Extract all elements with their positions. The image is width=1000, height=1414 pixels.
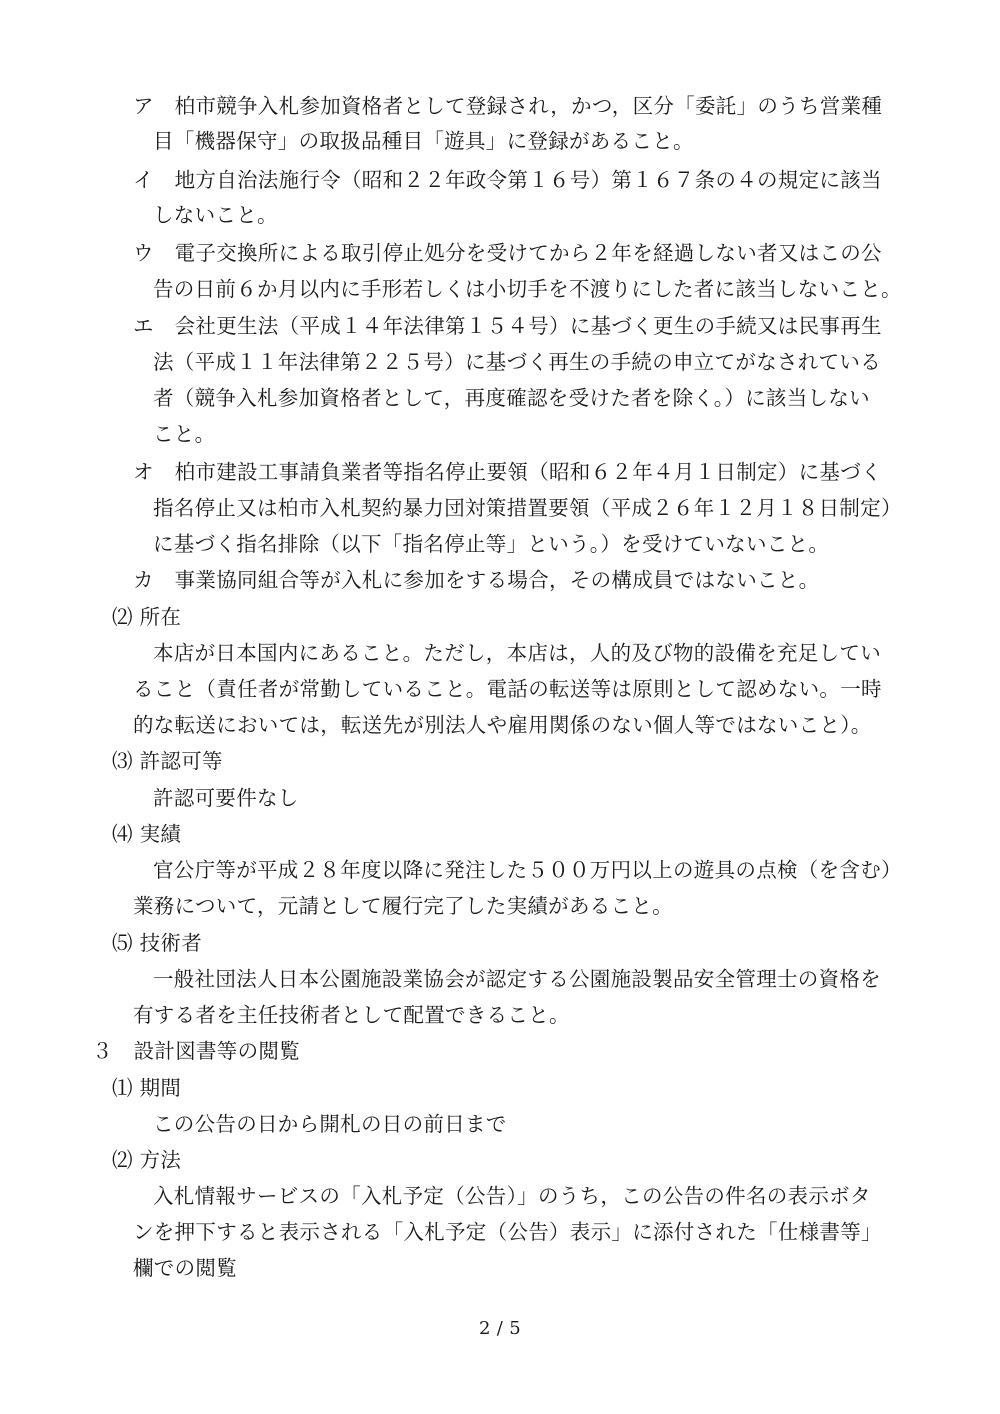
record-line-1: 官公庁等が平成２８年度以降に発注した５００万円以上の遊具の点検（を含む） [153, 858, 902, 882]
item-e-line-4: こと。 [153, 422, 216, 446]
item-a-line-1: ア 柏市競争入札参加資格者として登録され，かつ，区分「委託」のうち営業種 [133, 94, 883, 118]
method-line-2: ンを押下すると表示される「入札予定（公告）表示」に添付された「仕様書等」 [133, 1220, 882, 1244]
item-a-line-2: 目「機器保守」の取扱品種目「遊具」に登録があること。 [153, 129, 694, 153]
engineer-line-2: 有する者を主任技術者として配置できること。 [133, 1003, 570, 1027]
heading-method: ⑵ 方法 [112, 1148, 182, 1172]
engineer-line-1: 一般社団法人日本公園施設業協会が認定する公園施設製品安全管理士の資格を [153, 967, 881, 991]
item-ka-line-1: カ 事業協同組合等が入札に参加をする場合，その構成員ではないこと。 [133, 568, 820, 592]
heading-engineer: ⑸ 技術者 [112, 931, 203, 955]
item-u-line-1: ウ 電子交換所による取引停止処分を受けてから２年を経過しない者又はこの公 [133, 241, 882, 265]
item-o-line-2: 指名停止又は柏市入札契約暴力団対策措置要領（平成２６年１２月１８日制定） [153, 496, 902, 520]
heading-period: ⑴ 期間 [112, 1076, 182, 1100]
heading-permits: ⑶ 許認可等 [112, 749, 223, 773]
location-line-1: 本店が日本国内にあること。ただし，本店は，人的及び物的設備を充足してい [153, 641, 881, 665]
period-line-1: この公告の日から開札の日の前日まで [153, 1112, 507, 1136]
item-o-line-3: に基づく指名排除（以下「指名停止等」という。）を受けていないこと。 [153, 532, 830, 556]
heading-record: ⑷ 実績 [112, 822, 182, 846]
method-line-1: 入札情報サービスの「入札予定（公告）」のうち，この公告の件名の表示ボタ [153, 1184, 871, 1208]
record-line-2: 業務について，元請として履行完了した実績があること。 [133, 894, 673, 918]
page-number: 2 / 5 [479, 1318, 521, 1339]
location-line-2: ること（責任者が常勤していること。電話の転送等は原則として認めない。一時 [133, 677, 882, 701]
item-i-line-2: しないこと。 [153, 203, 278, 227]
method-line-3: 欄での閲覧 [133, 1256, 237, 1280]
item-e-line-1: エ 会社更生法（平成１４年法律第１５４号）に基づく更生の手続又は民事再生 [133, 314, 882, 338]
item-o-line-1: オ 柏市建設工事請負業者等指名停止要領（昭和６２年４月１日制定）に基づく [133, 460, 882, 484]
heading-location: ⑵ 所在 [112, 605, 182, 629]
item-e-line-2: 法（平成１１年法律第２２５号）に基づく再生の手続の申立てがなされている [153, 350, 881, 374]
section-3-heading: ３ 設計図書等の閲覧 [92, 1039, 300, 1063]
permits-line-1: 許認可要件なし [153, 786, 299, 810]
item-i-line-1: イ 地方自治法施行令（昭和２２年政令第１６号）第１６７条の４の規定に該当 [133, 168, 882, 192]
location-line-3: 的な転送においては，転送先が別法人や雇用関係のない個人等ではないこと）。 [133, 713, 872, 737]
item-e-line-3: 者（競争入札参加資格者として，再度確認を受けた者を除く。）に該当しない [153, 386, 870, 410]
item-u-line-2: 告の日前６か月以内に手形若しくは小切手を不渡りにした者に該当しないこと。 [153, 277, 902, 301]
